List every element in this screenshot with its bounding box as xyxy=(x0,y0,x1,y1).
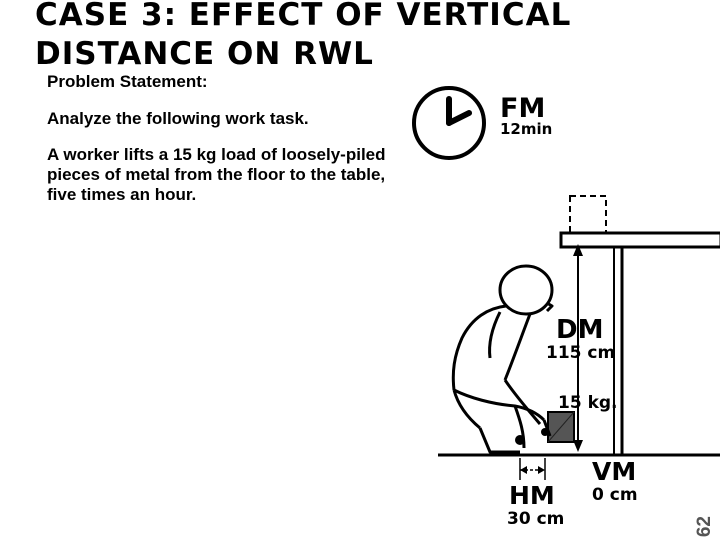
task-description: A worker lifts a 15 kg load of loosely-piled pieces of metal from the floor to the table, five times an hour. xyxy=(47,145,386,204)
title-line-1: CASE 3: EFFECT OF VERTICAL xyxy=(35,0,572,33)
hm-arrow xyxy=(520,458,545,480)
instruction-text: Analyze the following work task. xyxy=(47,109,309,128)
ankle-marker xyxy=(515,435,525,445)
dm-label: DM xyxy=(556,315,604,345)
fm-value: 12min xyxy=(500,120,553,138)
clock-icon xyxy=(414,88,484,158)
hand-marker xyxy=(541,428,549,436)
vm-label: VM xyxy=(592,457,637,486)
page-number: 62 xyxy=(694,516,715,538)
target-box-outline xyxy=(570,196,606,233)
worker-figure xyxy=(453,266,552,452)
vm-value: 0 cm xyxy=(592,485,638,505)
fm-label: FM xyxy=(500,93,546,124)
problem-statement-label: Problem Statement: xyxy=(47,72,208,91)
load-box xyxy=(548,412,574,442)
load-weight-label: 15 kg. xyxy=(558,393,618,413)
hm-label: HM xyxy=(509,481,555,510)
hm-value: 30 cm xyxy=(507,509,565,529)
dm-value: 115 cm xyxy=(546,343,616,363)
title-line-2: DISTANCE ON RWL xyxy=(35,36,374,72)
